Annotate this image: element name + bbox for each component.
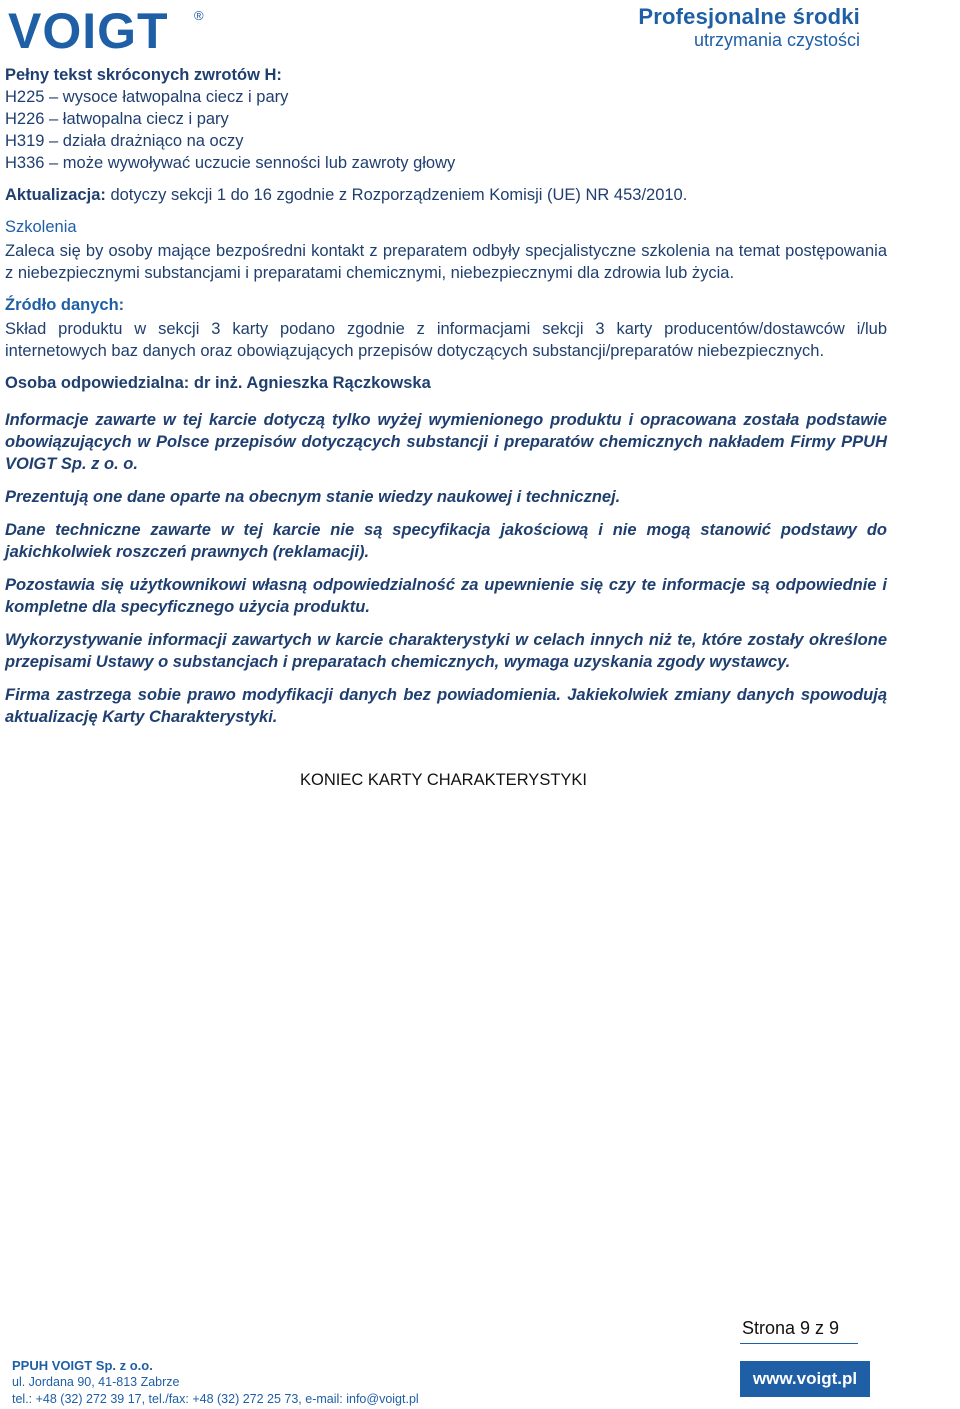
- source-text: Skład produktu w sekcji 3 karty podano zgodnie z informacjami sekcji 3 karty producentów/dostawców i/lub internetowych baz danych oraz obowiązujących przepisów dotyczących substancji/preparatów niebezpiecznych.: [5, 320, 887, 360]
- disclaimer-paragraph: Dane techniczne zawarte w tej karcie nie są specyfikacja jakościową i nie mogą stanowić podstawy do jakichkolwiek roszczeń prawnych (reklamacji).: [5, 521, 887, 561]
- responsible-person: [5, 372, 887, 394]
- footer-address: ul. Jordana 90, 41-813 Zabrze: [12, 1375, 180, 1389]
- h-phrase-item: H319 – działa drażniąco na oczy: [5, 132, 244, 150]
- update-note: [5, 184, 887, 206]
- disclaimer-paragraph: Pozostawia się użytkownikowi własną odpowiedzialność za upewnienie się czy te informacje są odpowiednie i kompletne dla specyficznego użycia produktu.: [5, 576, 887, 616]
- disclaimer-paragraph: Prezentują one dane oparte na obecnym stanie wiedzy naukowej i technicznej.: [5, 488, 621, 506]
- header-tagline: [638, 4, 860, 50]
- h-phrase-item: H225 – wysoce łatwopalna ciecz i pary: [5, 88, 289, 106]
- disclaimer-paragraph: Firma zastrzega sobie prawo modyfikacji danych bez powiadomienia. Jakiekolwiek zmiany danych spowodują aktualizację Karty Charakterystyki.: [5, 686, 887, 726]
- footer-company: PPUH VOIGT Sp. z o.o.: [12, 1358, 153, 1373]
- update-text: dotyczy sekcji 1 do 16 zgodnie z Rozporządzeniem Komisji (UE) NR 453/2010.: [105, 186, 688, 204]
- h-phrase-item: H226 – łatwopalna ciecz i pary: [5, 110, 229, 128]
- page-number: Strona 9 z 9: [742, 1318, 840, 1338]
- disclaimer-paragraph: Informacje zawarte w tej karcie dotyczą tylko wyżej wymienionego produktu i opracowana została podstawie obowiązujących w Polsce przepisów dotyczących substancji i preparatów chemicznych nakładem Firmy PPUH VOIGT Sp. z o. o.: [5, 411, 887, 473]
- training-text: Zaleca się by osoby mające bezpośredni kontakt z preparatem odbyły specjalistyczne szkolenia na temat postępowania z niebezpiecznymi substancjami i preparatami chemicznymi, niebezpiecznymi dla zdrowia lub życia.: [5, 242, 887, 282]
- h-phrase-item: H336 – może wywoływać uczucie senności lub zawroty głowy: [5, 154, 456, 172]
- document-end-marker: KONIEC KARTY CHARAKTERYSTYKI: [300, 771, 587, 789]
- footer-contact: tel.: +48 (32) 272 39 17, tel./fax: +48 (32) 272 25 73, e-mail: info@voigt.pl: [12, 1392, 419, 1406]
- source-title: Źródło danych:: [5, 296, 125, 314]
- tagline-main: Profesjonalne środki: [638, 4, 860, 29]
- document-body: [5, 64, 887, 728]
- h-phrases-title: Pełny tekst skróconych zwrotów H:: [5, 66, 282, 84]
- page-footer: [12, 1357, 419, 1408]
- responsible-label: Osoba odpowiedzialna:: [5, 374, 190, 392]
- update-label: Aktualizacja:: [5, 186, 106, 204]
- svg-text:VOIGT: VOIGT: [8, 6, 169, 50]
- tagline-sub: utrzymania czystości: [693, 30, 860, 50]
- responsible-name: dr inż. Agnieszka Rączkowska: [193, 374, 431, 392]
- training-title: Szkolenia: [5, 218, 77, 236]
- footer-divider: [740, 1343, 858, 1344]
- svg-text:®: ®: [194, 8, 204, 23]
- disclaimer-paragraph: Wykorzystywanie informacji zawartych w karcie charakterystyki w celach innych niż te, które zostały określone przepisami Ustawy o substancjach i preparatach chemicznych, wymaga uzyskania zgody wystawcy.: [5, 631, 887, 671]
- voigt-logo: [8, 6, 208, 50]
- website-link[interactable]: www.voigt.pl: [740, 1361, 870, 1397]
- page-header: [0, 0, 960, 60]
